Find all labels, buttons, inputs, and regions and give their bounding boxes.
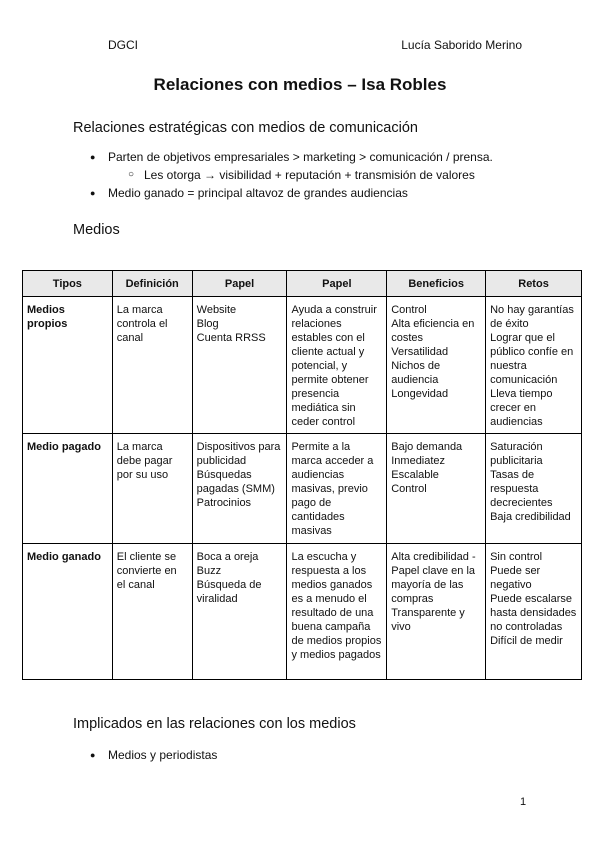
cell-line: No hay garantías de éxito bbox=[490, 304, 574, 330]
cell-line: Alta eficiencia en costes bbox=[391, 318, 475, 344]
header-author: Lucía Saborido Merino bbox=[401, 38, 522, 52]
cell-retos bbox=[486, 544, 582, 680]
cell-tipo: Medio pagado bbox=[23, 434, 113, 544]
cell-line: Escalable bbox=[391, 469, 439, 481]
column-header-retos: Retos bbox=[486, 271, 582, 297]
column-header-papel: Papel bbox=[192, 271, 287, 297]
cell-retos bbox=[486, 297, 582, 434]
sub-bullet-item: ○ Les otorga → visibilidad + reputación + transmisión de valores bbox=[90, 166, 493, 184]
cell-line: Boca a oreja bbox=[196, 551, 259, 563]
cell-line: Bajo demanda bbox=[391, 441, 463, 453]
cell-line: Buzz bbox=[196, 565, 222, 577]
cell-line: Website bbox=[196, 304, 237, 316]
cell-papel-desc: Permite a la marca acceder a audiencias masivas, previo pago de cantidades masivas bbox=[287, 434, 387, 544]
section-heading-relaciones: Relaciones estratégicas con medios de comunicación bbox=[73, 120, 418, 136]
cell-tipo: Medios propios bbox=[23, 297, 113, 434]
column-header-beneficios: Beneficios bbox=[387, 271, 486, 297]
cell-line: Puede ser negativo bbox=[490, 565, 541, 591]
bullet-item: ● Medios y periodistas bbox=[90, 746, 217, 764]
cell-line: Patrocinios bbox=[196, 497, 252, 509]
cell-line: Longevidad bbox=[391, 388, 449, 400]
section-heading-medios: Medios bbox=[73, 222, 120, 238]
cell-line: Lleva tiempo crecer en audiencias bbox=[490, 388, 553, 428]
cell-line: Tasas de respuesta decrecientes bbox=[490, 469, 553, 509]
table-row bbox=[23, 297, 582, 434]
table-row bbox=[23, 544, 582, 680]
column-header-tipos: Tipos bbox=[23, 271, 113, 297]
medios-table bbox=[22, 270, 582, 680]
cell-retos bbox=[486, 434, 582, 544]
cell-papel bbox=[192, 297, 287, 434]
cell-line: Nichos de audiencia bbox=[391, 360, 441, 386]
cell-tipo: Medio ganado bbox=[23, 544, 113, 680]
cell-papel bbox=[192, 544, 287, 680]
cell-beneficios bbox=[387, 297, 486, 434]
cell-line: Cuenta RRSS bbox=[196, 332, 266, 344]
cell-beneficios bbox=[387, 544, 486, 680]
cell-line: Transparente y vivo bbox=[391, 607, 465, 633]
bullet-item: ● Medio ganado = principal altavoz de grandes audiencias bbox=[90, 184, 493, 202]
cell-line: Dispositivos para publicidad bbox=[196, 441, 281, 467]
cell-definicion: La marca controla el canal bbox=[112, 297, 192, 434]
cell-line: Saturación publicitaria bbox=[490, 441, 543, 467]
cell-line: Sin control bbox=[490, 551, 543, 563]
cell-line: Inmediatez bbox=[391, 455, 446, 467]
bullet-item: ● Parten de objetivos empresariales > marketing > comunicación / prensa. bbox=[90, 148, 493, 166]
cell-beneficios bbox=[387, 434, 486, 544]
cell-definicion: El cliente se convierte en el canal bbox=[112, 544, 192, 680]
cell-line: Puede escalarse hasta densidades no controladas bbox=[490, 593, 577, 633]
cell-line: Lograr que el público confíe en nuestra comunicación bbox=[490, 332, 574, 386]
cell-line: Control bbox=[391, 483, 427, 495]
table-header-row bbox=[23, 271, 582, 297]
section-heading-implicados: Implicados en las relaciones con los medios bbox=[73, 716, 356, 732]
cell-line: Versatilidad bbox=[391, 346, 449, 358]
cell-line: Búsquedas pagadas (SMM) bbox=[196, 469, 275, 495]
cell-line: Control bbox=[391, 304, 427, 316]
table-row bbox=[23, 434, 582, 544]
cell-line: Baja credibilidad bbox=[490, 511, 571, 523]
cell-papel-desc: La escucha y respuesta a los medios ganados es a menudo el resultado de una buena campaña de medios propios y medios pagados bbox=[287, 544, 387, 680]
cell-papel-desc: Ayuda a construir relaciones estables con el cliente actual y potencial, y permite obtener presencia mediática sin ceder control bbox=[287, 297, 387, 434]
column-header-papel-2: Papel bbox=[287, 271, 387, 297]
cell-papel bbox=[192, 434, 287, 544]
bullet-list-implicados bbox=[90, 746, 217, 764]
cell-line: Difícil de medir bbox=[490, 635, 563, 647]
cell-definicion: La marca debe pagar por su uso bbox=[112, 434, 192, 544]
cell-line: Alta credibilidad - Papel clave en la mayoría de las compras bbox=[391, 551, 476, 605]
column-header-definicion: Definición bbox=[112, 271, 192, 297]
bullet-list-relaciones bbox=[90, 148, 493, 202]
page-number: 1 bbox=[520, 796, 527, 808]
cell-line: Búsqueda de viralidad bbox=[196, 579, 262, 605]
cell-line: Blog bbox=[196, 318, 219, 330]
header-course: DGCI bbox=[108, 38, 138, 52]
document-title: Relaciones con medios – Isa Robles bbox=[153, 75, 447, 94]
